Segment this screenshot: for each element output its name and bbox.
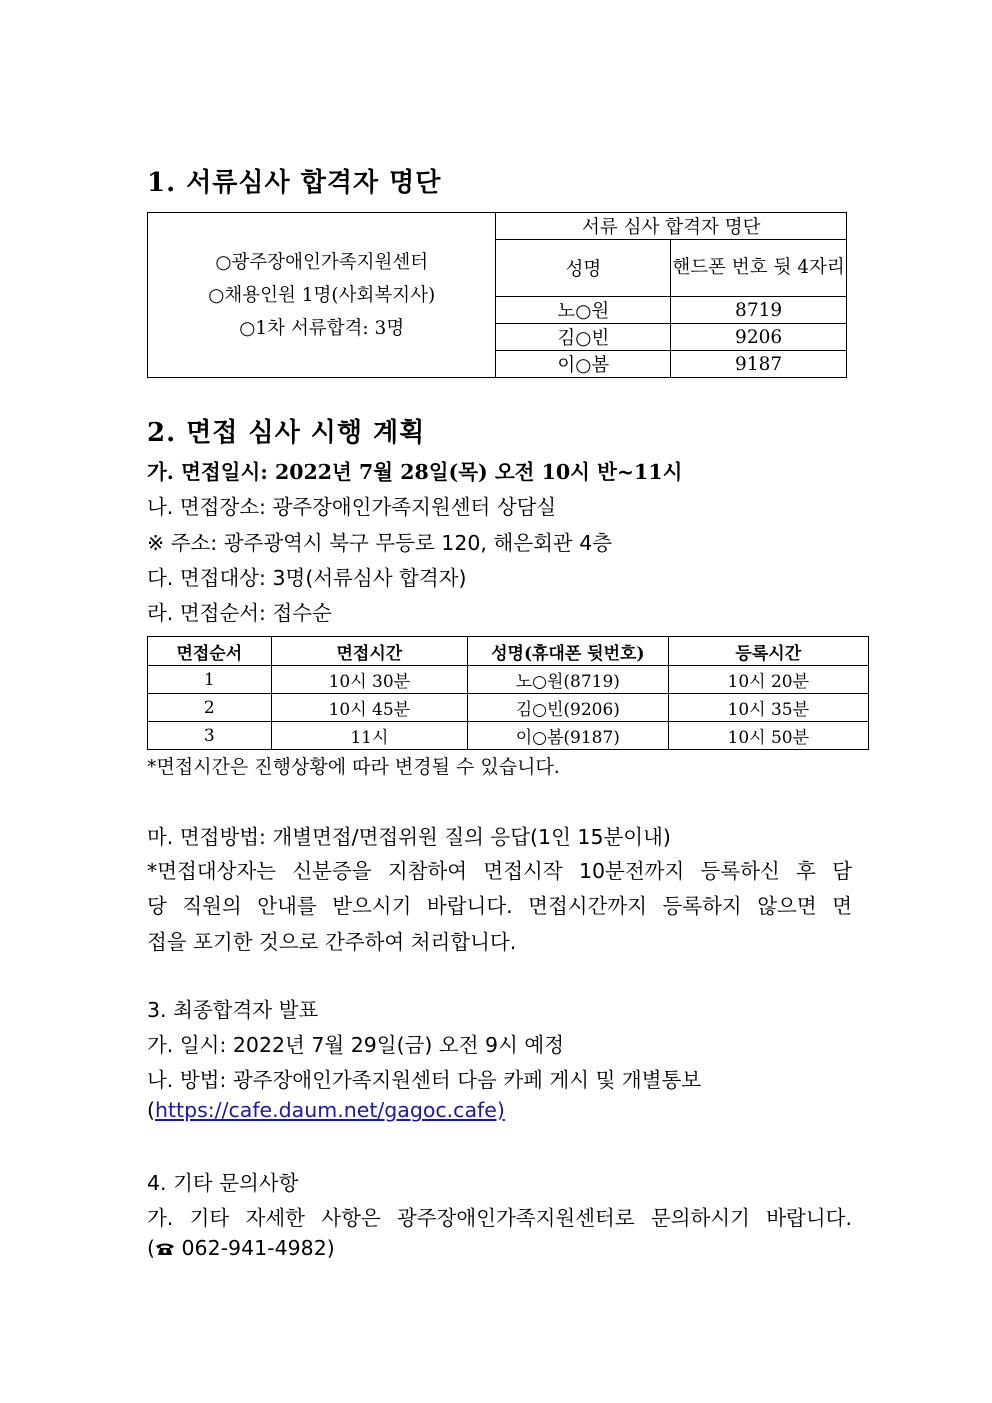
cafe-link[interactable]: https://cafe.daum.net/gagoc.cafe) bbox=[155, 1098, 505, 1122]
interview-place: 나. 면접장소: 광주장애인가족지원센터 상담실 bbox=[147, 495, 557, 519]
document-pass-table bbox=[147, 212, 847, 378]
phone-number: 062-941-4982) bbox=[175, 1236, 335, 1260]
notice-line-3: 접을 포기한 것으로 간주하여 처리합니다. bbox=[147, 930, 517, 954]
phone-line bbox=[147, 1236, 335, 1260]
recruit-info-cell bbox=[148, 213, 496, 378]
table-cell-name: 김○빈 bbox=[496, 324, 671, 351]
table-row bbox=[148, 722, 869, 750]
notice-line-1: *면접대상자는 신분증을 지참하여 면접시작 10분전까지 등록하신 후 담 bbox=[147, 859, 852, 883]
cell-time: 11시 bbox=[271, 722, 467, 750]
cell-registration: 10시 35분 bbox=[668, 694, 868, 722]
cell-registration: 10시 50분 bbox=[668, 722, 868, 750]
section2-title: 2. 면접 심사 시행 계획 bbox=[147, 418, 426, 448]
cell-registration: 10시 20분 bbox=[668, 666, 868, 694]
cell-time: 10시 30분 bbox=[271, 666, 467, 694]
table-row bbox=[148, 666, 869, 694]
interview-address: ※ 주소: 광주광역시 북구 무등로 120, 해은회관 4층 bbox=[147, 531, 613, 555]
phone-paren: ( bbox=[147, 1236, 155, 1260]
interview-target: 다. 면접대상: 3명(서류심사 합격자) bbox=[147, 566, 467, 590]
cell-name: 노○원(8719) bbox=[468, 666, 669, 694]
table-cell-phone: 9187 bbox=[671, 351, 847, 378]
header-time: 면접시간 bbox=[271, 637, 467, 666]
cell-order: 2 bbox=[148, 694, 272, 722]
section4-title: 4. 기타 문의사항 bbox=[147, 1171, 299, 1195]
table-cell-phone: 9206 bbox=[671, 324, 847, 351]
cell-name: 이○봄(9187) bbox=[468, 722, 669, 750]
header-order: 면접순서 bbox=[148, 637, 272, 666]
cell-order: 1 bbox=[148, 666, 272, 694]
cell-time: 10시 45분 bbox=[271, 694, 467, 722]
cell-name: 김○빈(9206) bbox=[468, 694, 669, 722]
result-date: 가. 일시: 2022년 7월 29일(금) 오전 9시 예정 bbox=[147, 1033, 565, 1057]
table-row bbox=[148, 694, 869, 722]
info-line-pass-count: ○1차 서류합격: 3명 bbox=[239, 317, 405, 339]
interview-method: 마. 면접방법: 개별면접/면접위원 질의 응답(1인 15분이내) bbox=[147, 825, 671, 849]
notice-line-2: 당 직원의 안내를 받으시기 바랍니다. 면접시간까지 등록하지 않으면 면 bbox=[147, 894, 852, 918]
interview-schedule-table bbox=[147, 636, 869, 750]
cafe-link-line bbox=[147, 1098, 505, 1122]
col-name-header: 성명 bbox=[496, 240, 671, 297]
result-method: 나. 방법: 광주장애인가족지원센터 다음 카페 게시 및 개별통보 bbox=[147, 1068, 702, 1092]
telephone-icon bbox=[155, 1242, 175, 1256]
table-title-cell: 서류 심사 합격자 명단 bbox=[496, 213, 847, 240]
header-registration: 등록시간 bbox=[668, 637, 868, 666]
interview-order: 라. 면접순서: 접수순 bbox=[147, 601, 332, 625]
inquiry-line: 가. 기타 자세한 사항은 광주장애인가족지원센터로 문의하시기 바랍니다. bbox=[147, 1206, 852, 1230]
header-name: 성명(휴대폰 뒷번호) bbox=[468, 637, 669, 666]
interview-datetime: 가. 면접일시: 2022년 7월 28일(목) 오전 10시 반~11시 bbox=[147, 460, 683, 484]
info-line-center: ○광주장애인가족지원센터 bbox=[215, 251, 429, 273]
link-paren: ( bbox=[147, 1098, 155, 1122]
section1-title: 1. 서류심사 합격자 명단 bbox=[147, 168, 442, 198]
table-cell-name: 노○원 bbox=[496, 297, 671, 324]
info-line-headcount: ○채용인원 1명(사회복지사) bbox=[208, 284, 436, 306]
table-cell-phone: 8719 bbox=[671, 297, 847, 324]
cell-order: 3 bbox=[148, 722, 272, 750]
section3-title: 3. 최종합격자 발표 bbox=[147, 998, 319, 1022]
col-phone-header: 핸드폰 번호 뒷 4자리 bbox=[671, 240, 847, 297]
table-note: *면접시간은 진행상황에 따라 변경될 수 있습니다. bbox=[147, 756, 560, 778]
table-cell-name: 이○봄 bbox=[496, 351, 671, 378]
